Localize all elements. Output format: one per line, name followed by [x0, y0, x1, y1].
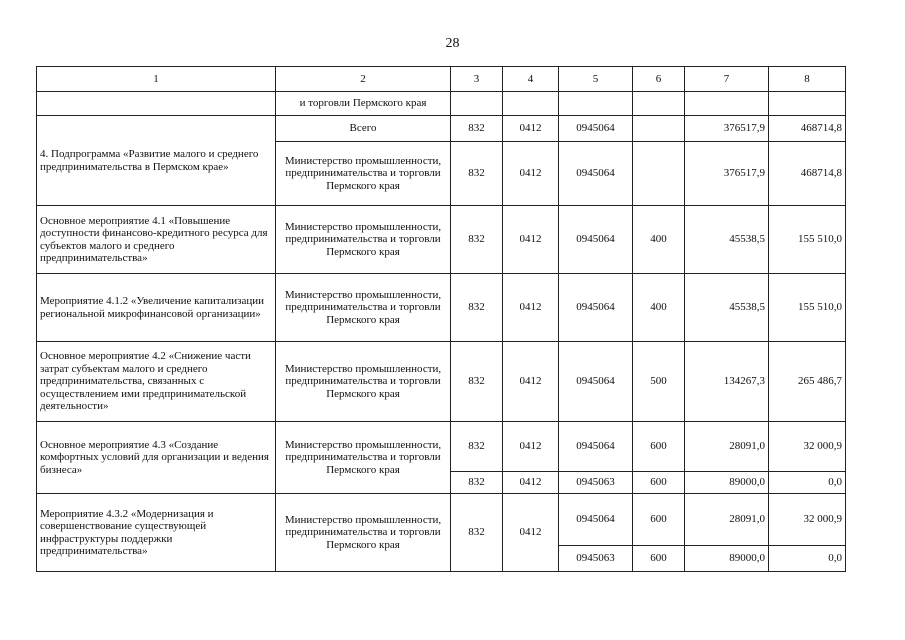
cell: 0945063	[559, 546, 633, 572]
cell: 134267,3	[685, 342, 769, 422]
cell: 600	[633, 472, 685, 494]
cell: 28091,0	[685, 422, 769, 472]
cell: 0,0	[769, 546, 846, 572]
page-number: 28	[445, 36, 460, 51]
cell: 0412	[503, 116, 559, 142]
cell: 32 000,9	[769, 422, 846, 472]
executor-cell: Министерство промышленности, предпринимательства и торговли Пермского края	[276, 142, 451, 206]
cell: 0412	[503, 472, 559, 494]
column-header: 5	[559, 67, 633, 92]
cell: 0412	[503, 206, 559, 274]
cell: 0945064	[559, 274, 633, 342]
cell: 0945064	[559, 142, 633, 206]
table-row	[37, 342, 846, 422]
cell: 0412	[503, 274, 559, 342]
cell: 0945064	[559, 342, 633, 422]
executor-cell: Министерство промышленности, предпринимательства и торговли Пермского края	[276, 422, 451, 494]
cell: 832	[451, 494, 503, 572]
cell: 0945063	[559, 472, 633, 494]
column-header: 7	[685, 67, 769, 92]
cell: 832	[451, 206, 503, 274]
cell: 832	[451, 422, 503, 472]
cell: 0945064	[559, 422, 633, 472]
cell: 376517,9	[685, 142, 769, 206]
table-row	[37, 206, 846, 274]
row-name: Мероприятие 4.1.2 «Увеличение капитализации региональной микрофинансовой организации»	[37, 274, 276, 342]
cell: 376517,9	[685, 116, 769, 142]
row-name: 4. Подпрограмма «Развитие малого и среднего предпринимательства в Пермском крае»	[37, 116, 276, 206]
row-name: Основное мероприятие 4.3 «Создание комфортных условий для организации и ведения бизнеса»	[37, 422, 276, 494]
table-row	[37, 274, 846, 342]
cell: 832	[451, 274, 503, 342]
column-header: 2	[276, 67, 451, 92]
cell: 600	[633, 422, 685, 472]
column-header: 4	[503, 67, 559, 92]
row-name: Основное мероприятие 4.2 «Снижение части затрат субъектам малого и среднего предпринимательства, связанных с осуществлением ими предпринимательской деятельности»	[37, 342, 276, 422]
cell: 0945064	[559, 116, 633, 142]
cell	[633, 116, 685, 142]
cell: 0945064	[559, 494, 633, 546]
row-name: Мероприятие 4.3.2 «Модернизация и совершенствование существующей инфраструктуры поддержки предпринимательства»	[37, 494, 276, 572]
cell: 155 510,0	[769, 274, 846, 342]
executor-cell: Всего	[276, 116, 451, 142]
cell: 155 510,0	[769, 206, 846, 274]
cell: 45538,5	[685, 274, 769, 342]
table-row	[37, 92, 846, 116]
cell: 832	[451, 142, 503, 206]
cell: 468714,8	[769, 116, 846, 142]
cell	[633, 142, 685, 206]
executor-cell: Министерство промышленности, предпринимательства и торговли Пермского края	[276, 274, 451, 342]
cell: 832	[451, 342, 503, 422]
cell: 0945064	[559, 206, 633, 274]
cell: 0412	[503, 142, 559, 206]
cell: 0412	[503, 342, 559, 422]
column-header: 6	[633, 67, 685, 92]
cell: 28091,0	[685, 494, 769, 546]
cell: 32 000,9	[769, 494, 846, 546]
cell: 832	[451, 116, 503, 142]
cell: 468714,8	[769, 142, 846, 206]
cell: 500	[633, 342, 685, 422]
cell: 0412	[503, 422, 559, 472]
cell: 0,0	[769, 472, 846, 494]
cell: 600	[633, 494, 685, 546]
cell: 89000,0	[685, 546, 769, 572]
table-row	[37, 116, 846, 142]
column-header: 3	[451, 67, 503, 92]
executor-cell: Министерство промышленности, предпринимательства и торговли Пермского края	[276, 342, 451, 422]
table-row	[37, 422, 846, 472]
column-header: 8	[769, 67, 846, 92]
cell: 832	[451, 472, 503, 494]
table-row	[37, 494, 846, 546]
executor-cell: Министерство промышленности, предпринимательства и торговли Пермского края	[276, 494, 451, 572]
cell: 45538,5	[685, 206, 769, 274]
row-name: Основное мероприятие 4.1 «Повышение доступности финансово-кредитного ресурса для субъектов малого и среднего предпринимательства»	[37, 206, 276, 274]
cell: 400	[633, 206, 685, 274]
budget-table	[36, 66, 846, 572]
executor-cell: Министерство промышленности, предпринимательства и торговли Пермского края	[276, 206, 451, 274]
cell: 89000,0	[685, 472, 769, 494]
header-row	[37, 67, 846, 92]
column-header: 1	[37, 67, 276, 92]
cell: 600	[633, 546, 685, 572]
cell: 400	[633, 274, 685, 342]
cell: 265 486,7	[769, 342, 846, 422]
cell: 0412	[503, 494, 559, 572]
executor-cell: и торговли Пермского края	[276, 92, 451, 116]
